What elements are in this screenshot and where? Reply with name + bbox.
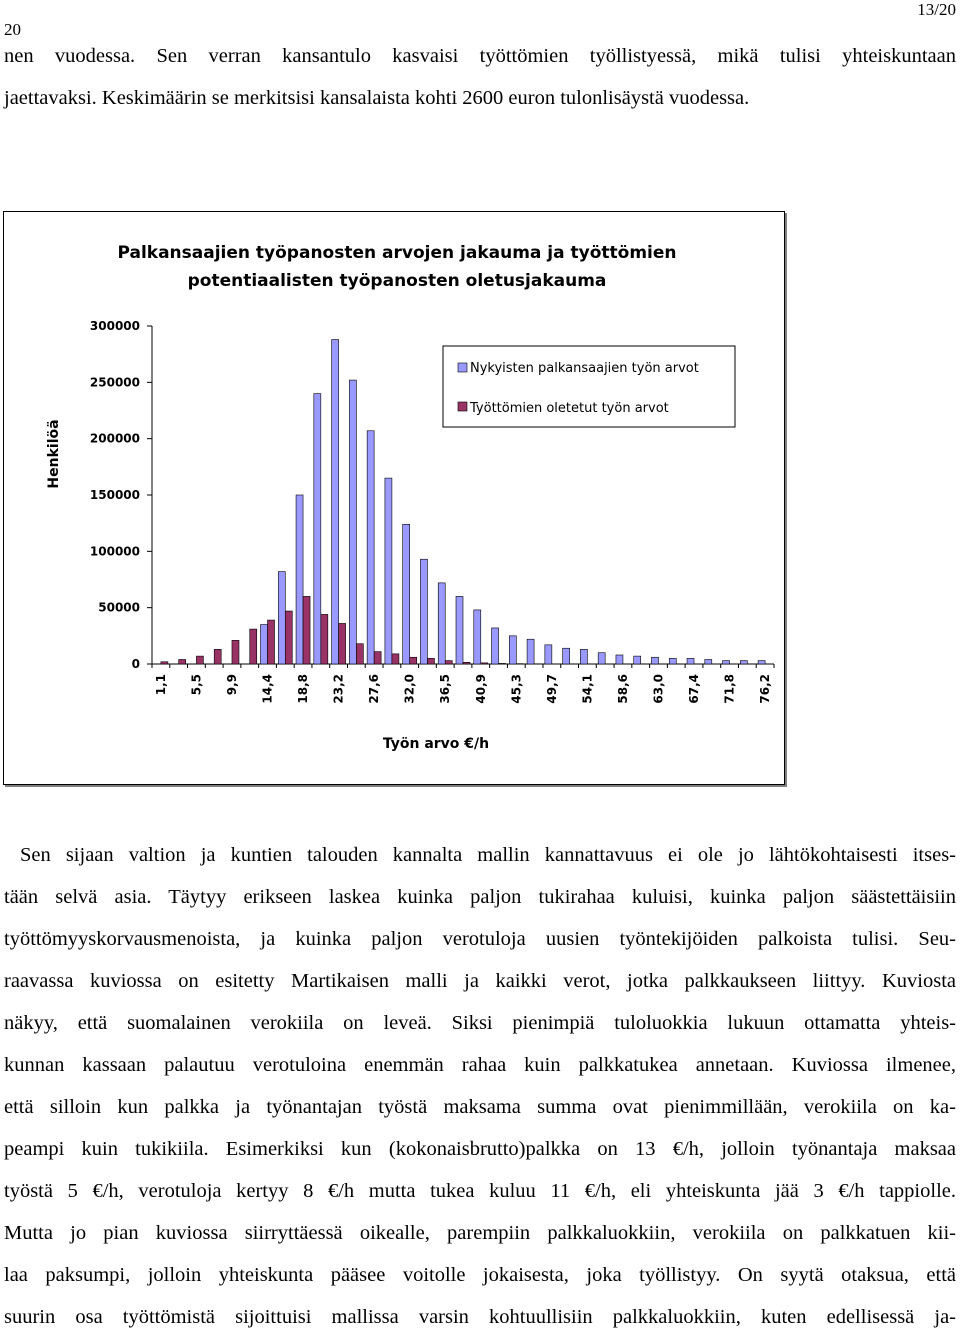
paragraph-line-3: työttömyyskorvausmenoista, ja kuinka paljon verotuloja uusien työntekijöiden palkoista tulisi. Seu- [4, 928, 956, 950]
x-tick-label: 40,9 [473, 674, 488, 704]
bar-unemployed [196, 656, 203, 664]
bar-current [545, 645, 552, 664]
paragraph-line-8: peampi kuin tukikiila. Esimerkiksi kun (kokonaisbrutto)palkka on 13 €/h, jolloin työnantaja maksaa [4, 1138, 956, 1160]
y-tick-label: 300000 [89, 319, 140, 333]
bar-current [492, 628, 499, 664]
bar-unemployed [250, 629, 257, 664]
x-tick-label: 18,8 [296, 674, 311, 704]
paragraph-top-line-1: nen vuodessa. Sen verran kansantulo kasvaisi työttömien työllistyessä, mikä tulisi yhteiskuntaan [4, 45, 956, 67]
bar-current [580, 649, 587, 664]
bar-unemployed [463, 662, 470, 664]
bar-current [261, 625, 268, 664]
bar-unemployed [268, 620, 275, 664]
bar-unemployed [410, 657, 417, 664]
bar-current [687, 658, 694, 664]
bar-current [296, 495, 303, 664]
bar-unemployed [232, 640, 239, 664]
x-tick-label: 9,9 [224, 674, 239, 696]
page-number-left: 20 [4, 20, 21, 39]
x-tick-label: 71,8 [722, 674, 737, 704]
bar-unemployed [374, 652, 381, 664]
bar-current [314, 394, 321, 664]
bar-current [634, 656, 641, 664]
paragraph-line-12: suurin osa työttömistä sijoittuisi mallissa varsin kohtuullisiin palkkaluokkiin, kuten edellisessä ja- [4, 1306, 956, 1328]
x-tick-label: 5,5 [189, 674, 204, 696]
x-tick-label: 36,5 [438, 674, 453, 704]
bar-current [420, 559, 427, 664]
bar-unemployed [179, 659, 186, 664]
x-tick-label: 32,0 [402, 674, 417, 704]
bar-unemployed [303, 596, 310, 664]
paragraph-line-4: raavassa kuviossa on esitetty Martikaisen malli ja kaikki verot, jotka palkkaukseen liittyy. Kuviosta [4, 970, 956, 992]
bar-current [669, 658, 676, 664]
bar-current [651, 657, 658, 664]
paragraph-line-2: tään selvä asia. Täytyy erikseen laskea kuinka paljon tukirahaa kuluisi, kuinka paljon säästettäisiin [4, 886, 956, 908]
bar-current [349, 380, 356, 664]
bar-unemployed [392, 654, 399, 664]
x-tick-label: 54,1 [580, 674, 595, 704]
x-tick-label: 49,7 [544, 674, 559, 704]
bar-current [332, 340, 339, 664]
x-axis [152, 664, 774, 704]
y-tick-label: 100000 [89, 544, 140, 559]
bar-current [740, 661, 747, 664]
paragraph-top-line-2: jaettavaksi. Keskimäärin se merkitsisi kansalaista kohti 2600 euron tulonlisäystä vuodessa. [4, 87, 750, 109]
y-axis-label: Henkilöä [46, 419, 62, 489]
bar-current [278, 572, 285, 664]
y-tick-label: 150000 [89, 488, 140, 502]
bar-unemployed [161, 662, 168, 664]
bar-unemployed [339, 623, 346, 664]
bar-unemployed [499, 663, 506, 664]
x-tick-label: 76,2 [758, 674, 773, 704]
bar-current [403, 524, 410, 664]
paragraph-line-7: että silloin kun palkka ja työnantajan työstä maksama summa ovat pienimmillään, verokiila on ka- [4, 1096, 956, 1118]
bar-current [705, 659, 712, 664]
x-tick-label: 27,6 [367, 674, 382, 704]
y-axis [90, 319, 152, 671]
bar-unemployed [285, 611, 292, 664]
bar-current [758, 661, 765, 664]
bar-current [438, 583, 445, 664]
bar-unemployed [445, 661, 452, 664]
y-tick-label: 50000 [98, 600, 140, 615]
bar-current [598, 653, 605, 664]
histogram-chart [3, 211, 785, 785]
bar-current [723, 661, 730, 664]
x-tick-label: 1,1 [153, 674, 168, 696]
legend-swatch-unemployed [458, 402, 467, 411]
x-tick-label: 63,0 [651, 674, 666, 704]
bar-unemployed [481, 663, 488, 664]
paragraph-line-10: Mutta jo pian kuviossa siirryttäessä oikealle, parempiin palkkaluokkiin, verokiila on palkkatuen kii- [4, 1222, 956, 1244]
chart-canvas [4, 212, 784, 784]
chart-title-line-1: Palkansaajien työpanosten arvojen jakauma ja työttömien [117, 243, 677, 263]
bar-unemployed [427, 658, 434, 664]
bar-unemployed [214, 649, 221, 664]
bar-unemployed [321, 614, 328, 664]
paragraph-line-9: työstä 5 €/h, verotuloja kertyy 8 €/h mutta tukea kuluu 11 €/h, eli yhteiskunta jää 3 €/h tappiolle. [4, 1180, 956, 1202]
paragraph-line-11: laa paksumpi, jolloin yhteiskunta pääsee voitolle jokaisesta, joka työllistyy. On syytä otaksua, että [4, 1264, 956, 1286]
paragraph-line-6: kunnan kassaan palautuu verotuloina enemmän rahaa kuin palkkatukea annetaan. Kuviossa ilmenee, [4, 1054, 956, 1076]
page-number-top-right: 13/20 [917, 0, 956, 19]
y-tick-label: 250000 [89, 375, 140, 390]
chart-title-line-2: potentiaalisten työpanosten oletusjakauma [187, 271, 607, 291]
bar-current [367, 431, 374, 664]
bar-current [456, 596, 463, 664]
x-axis-label: Työn arvo €/h [382, 736, 490, 752]
legend-swatch-current [458, 363, 467, 372]
x-tick-label: 14,4 [260, 674, 275, 704]
bar-current [563, 648, 570, 664]
legend [443, 346, 735, 427]
legend-label-current: Nykyisten palkansaajien työn arvot [470, 361, 699, 376]
bar-current [527, 639, 534, 664]
bar-current [509, 636, 516, 664]
y-tick-label: 0 [131, 657, 140, 671]
x-tick-label: 23,2 [331, 674, 346, 704]
bar-unemployed [356, 644, 363, 664]
x-tick-label: 67,4 [687, 674, 702, 704]
x-tick-label: 58,6 [615, 674, 630, 704]
bar-current [385, 478, 392, 664]
paragraph-line-5: näkyy, että suomalainen verokiila on leveä. Siksi pienimpiä tuloluokkia lukuun ottamatta yhteis- [4, 1012, 956, 1034]
bar-current [616, 655, 623, 664]
legend-label-unemployed: Työttömien oletetut työn arvot [470, 401, 669, 416]
x-tick-label: 45,3 [509, 674, 524, 704]
y-tick-label: 200000 [89, 431, 140, 446]
bar-current [474, 610, 481, 664]
paragraph-line-1: Sen sijaan valtion ja kuntien talouden kannalta mallin kannattavuus ei ole jo lähtökohtaisesti itses- [20, 844, 956, 866]
